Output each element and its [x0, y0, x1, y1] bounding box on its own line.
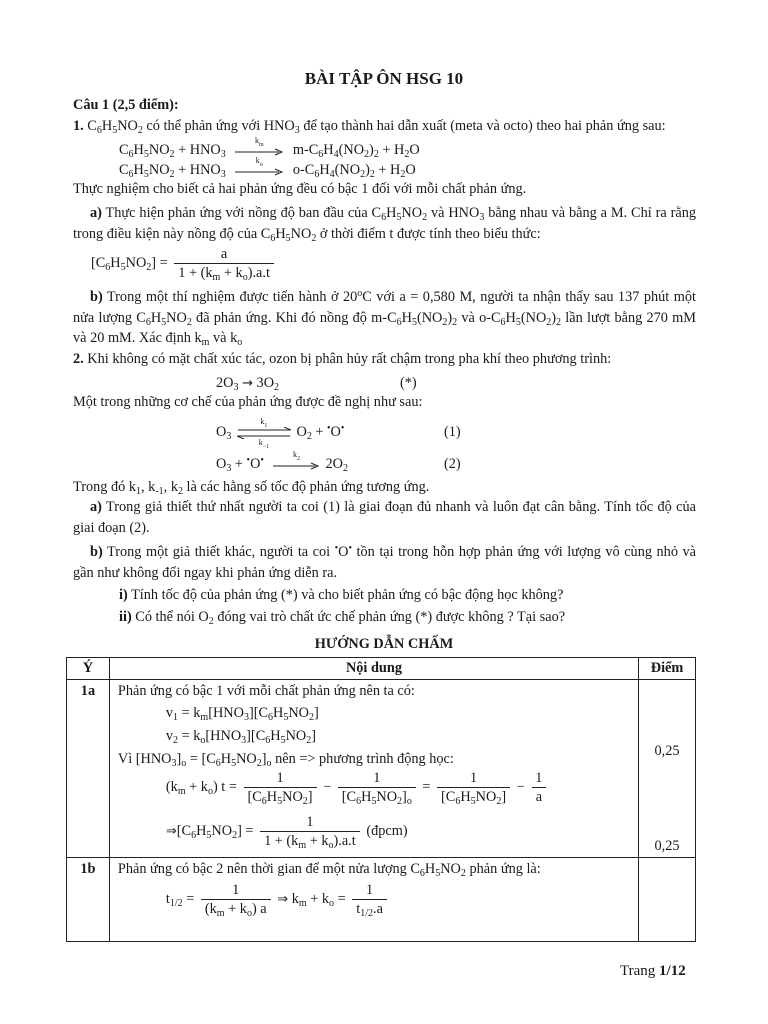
- rate-arrow: $k_o$: [235, 166, 283, 176]
- row-content: [109, 858, 638, 942]
- experiment-note: Thực nghiệm cho biết cả hai phản ứng đều có bậc 1 đối với mỗi chất phản ứng.: [73, 181, 527, 197]
- formula-concentration: $[C_6H_5NO_2]$ = $\frac{a}{1 + (k_m + k_o).a.t}$: [91, 246, 277, 281]
- table-header: [67, 658, 696, 680]
- part-number: 1.: [73, 118, 84, 134]
- page-title: BÀI TẬP ÔN HSG 10: [304, 69, 464, 88]
- mechanism-intro: Một trong những cơ chế của phản ứng được đề nghị như sau:: [73, 394, 423, 410]
- step-2-tag: (2): [444, 456, 461, 472]
- q2-part-b-ii: ii) Có thể nói $O_2$ đóng vai trò chất ức chế phản ứng (*) được không ? Tại sao?: [119, 609, 566, 627]
- footer-label: Trang: [620, 963, 656, 979]
- page-footer: [620, 962, 686, 980]
- score-value: 0,25: [654, 838, 680, 854]
- content-line: Phản ứng có bậc 2 nên thời gian để một nửa lượng $C_6H_5NO_2$ phản ứng là:: [117, 861, 541, 879]
- q1-part1-intro: 1. $C_6H_5NO_2$ có thể phản ứng với $HNO_3$ để tạo thành hai dẫn xuất (meta và octo) theo hai phản ứng sau:: [73, 118, 666, 136]
- table-row: [67, 858, 696, 942]
- q1-part-b: b) Trong một thí nghiệm được tiến hành ở 20$^o$C với a = 0,580 M, người ta nhận thấy sau 137 phút một nửa lượng $C_6H_5NO_2$ đã phản ứng. Khi đó nồng độ $m-C_6H_5(NO_2)_2$ và $o-C_6H_5(NO_2)_2$ lần lượt bằng 270 mM và 20 mM. Xác định $k_m$ và $k_o$: [73, 288, 696, 348]
- mechanism-step-1: $O_3$ $k_1$ $k_{-1}$ $O_2 + ^•O^•$: [216, 416, 345, 450]
- q2-part-b-i: i) Tính tốc độ của phản ứng (*) và cho biết phản ứng có bậc động học không?: [119, 587, 564, 603]
- q1-part2-intro: 2. Khi không có mặt chất xúc tác, ozon bị phân hủy rất chậm trong pha khí theo phương trình:: [73, 351, 612, 367]
- result-equation: $\Rightarrow[C_6H_5NO_2]$ = $\frac{1}{1 + (k_m + k_o).a.t}$ (đpcm): [165, 814, 408, 851]
- header-score: Điểm: [639, 658, 696, 680]
- reaction-ortho: $C_6H_5NO_2 + HNO_3$ $k_o$ $o-C_6H_4(NO_2)_2 + H_2O$: [119, 155, 416, 180]
- question-heading: Câu 1 (2,5 điểm):: [73, 97, 179, 113]
- table-row: [67, 680, 696, 858]
- half-life-equation: $t_{1/2}$ = $\frac{1}{(k_m + k_o) a}$ ⇒ $k_m + k_o$ = $\frac{1}{t_{1/2}.a}$: [166, 882, 390, 917]
- rate-eq-v2: $v_2 = k_o[HNO_3][C_6H_5NO_2]$: [165, 728, 316, 746]
- rate-arrow: $k_m$: [235, 146, 283, 156]
- page-number: 1/12: [659, 963, 686, 979]
- kinetic-equation: $(k_m + k_o) t$ = $\frac{1}{[C_6H_5NO_2]}$ − $\frac{1}{[C_6H_5NO_2]_o}$ = $\frac{1}{[C_6H_5NO_2]}$ − $\frac{1}{a}$: [166, 770, 550, 805]
- step-1-tag: (1): [444, 424, 461, 440]
- q2-part-a: a) Trong giả thiết thứ nhất người ta coi (1) là giai đoạn đủ nhanh và luôn đạt cân bằng. Tính tốc độ của giai đoạn (2).: [73, 499, 696, 536]
- equilibrium-arrow: $k_1$ $k_{-1}$: [236, 427, 292, 439]
- row-score: [639, 858, 696, 942]
- content-line: Vì $[HNO_3]_o = [C_6H_5NO_2]_o$ nên => phương trình động học:: [117, 751, 454, 769]
- header-y: Ý: [67, 658, 110, 680]
- q2-part-b: b) Trong một giả thiết khác, người ta coi •O• tồn tại trong hỗn hợp phản ứng với lượng vô cùng nhỏ và gần như không đổi ngay khi phản ứng diễn ra.: [73, 543, 696, 581]
- rate-arrow: $k_2$: [273, 460, 319, 470]
- row-score: [639, 680, 696, 858]
- row-label: 1b: [67, 858, 110, 942]
- equation-star-tag: (*): [400, 375, 417, 391]
- score-value: 0,25: [654, 743, 680, 759]
- mechanism-step-2: $O_3 + ^•O^•$ $k_2$ $2O_2$: [216, 449, 348, 474]
- row-content: [109, 680, 638, 858]
- rate-eq-v1: $v_1 = k_m[HNO_3][C_6H_5NO_2]$: [165, 705, 319, 723]
- guide-title: HƯỚNG DẪN CHẤM: [314, 636, 454, 652]
- equation-star: $2O_3 \to 3O_2$: [216, 375, 280, 393]
- reaction-meta: $C_6H_5NO_2 + HNO_3$ $k_m$ $m-C_6H_4(NO_2)_2 + H_2O$: [119, 135, 420, 160]
- q1-part-a: a) Thực hiện phản ứng với nồng độ ban đầu của $C_6H_5NO_2$ và $HNO_3$ bằng nhau và bằng a M. Chỉ ra rằng trong điều kiện này nồng độ của $C_6H_5NO_2$ ở thời điểm t được tính theo biểu thức:: [73, 205, 696, 244]
- header-content: Nội dung: [109, 658, 638, 680]
- row-label: 1a: [67, 680, 110, 858]
- content-line: Phản ứng có bậc 1 với mỗi chất phản ứng nên ta có:: [117, 683, 415, 699]
- grading-table: [66, 657, 696, 942]
- rate-constants-note: Trong đó $k_1$, $k_{-1}$, $k_2$ là các hằng số tốc độ phản ứng tương ứng.: [73, 479, 430, 497]
